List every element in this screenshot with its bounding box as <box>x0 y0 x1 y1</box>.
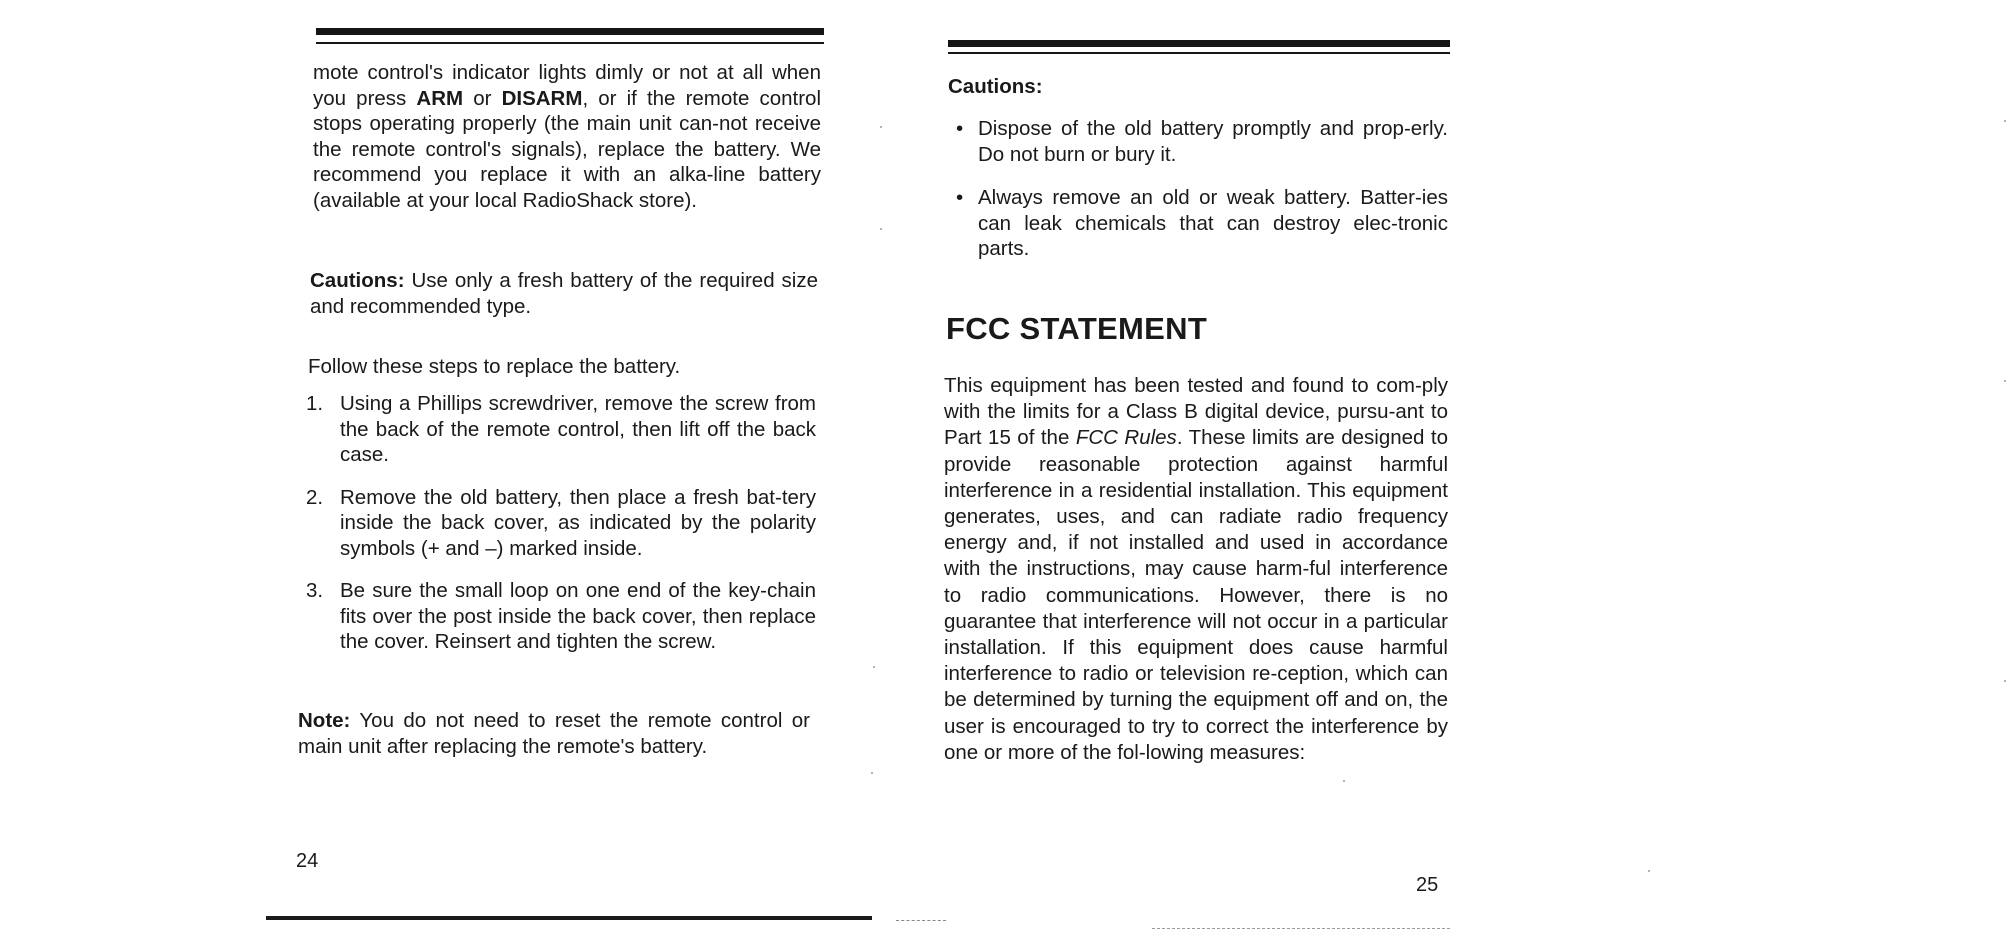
step-number: 1. <box>306 392 324 415</box>
bullet-text: Dispose of the old battery promptly and prop-erly. Do not burn or bury it. <box>978 117 1448 166</box>
step-item <box>304 578 816 655</box>
bullet-item <box>948 116 1448 167</box>
step-text: Using a Phillips screwdriver, remove the screw from the back of the remote control, then lift off the back case. <box>340 392 816 466</box>
page-number-left: 24 <box>296 850 319 872</box>
scan-speck <box>1648 870 1650 872</box>
scan-speck <box>1343 780 1345 782</box>
scan-speck <box>2004 380 2006 382</box>
bottom-rule <box>266 916 872 920</box>
top-rule-thin <box>948 52 1450 54</box>
bottom-rule-faint <box>1152 928 1450 929</box>
cautions-heading: Cautions: <box>948 75 1043 98</box>
scan-speck <box>871 772 873 774</box>
fcc-rules-italic: FCC Rules <box>1075 426 1177 450</box>
cautions-text: Use only a fresh battery of the required size and recommended type. <box>310 269 818 318</box>
step-number: 3. <box>306 579 324 602</box>
steps-intro: Follow these steps to replace the battery. <box>308 355 681 378</box>
section-title: FCC STATEMENT <box>946 311 1208 346</box>
page-number-right: 25 <box>1416 874 1439 896</box>
arm-keyword: ARM <box>416 86 464 110</box>
fcc-paragraph: This equipment has been tested and found to com-ply with the limits for a Class B digital device, pursu-ant to Part 15 of the FCC Rules. These limits are designed to provide reasonable protection against harmful interference in a residential installation. This equipment generates, uses, and can radiate radio frequency energy and, if not installed and used in accordance with the instructions, may cause harm-ful interference to radio communications. However, there is no guarantee that interference will not occur in a particular installation. If this equipment does cause harmful interference to radio or television re-ception, which can be determined by turning the equipment off and on, the user is encouraged to try to correct the interference by one or more of the fol-lowing measures: <box>944 374 1448 764</box>
bullet-icon: • <box>956 117 964 140</box>
bottom-rule-faint <box>896 920 946 921</box>
top-rule-thin <box>316 42 824 44</box>
bullet-icon: • <box>956 186 964 209</box>
top-rule-thick <box>316 28 824 35</box>
step-text: Remove the old battery, then place a fresh bat-tery inside the back cover, as indicated by the polarity symbols (+ and –) marked inside. <box>340 485 816 560</box>
cautions-label: Cautions: <box>310 269 405 292</box>
scan-speck <box>880 228 882 230</box>
note-text: You do not need to reset the remote control or main unit after replacing the remote's battery. <box>298 709 810 758</box>
bullet-text: Always remove an old or weak battery. Batter-ies can leak chemicals that can destroy elec-tronic parts. <box>978 186 1448 260</box>
scan-speck <box>880 126 882 128</box>
note-label: Note: <box>298 709 351 732</box>
right-page <box>940 0 1460 942</box>
cautions-paragraph <box>310 268 818 319</box>
cautions-bullets <box>948 116 1448 280</box>
disarm-keyword: DISARM <box>501 86 583 110</box>
step-text: Be sure the small loop on one end of the key-chain fits over the post inside the back cover, then replace the cover. Reinsert and tighten the screw. <box>340 579 816 653</box>
note-paragraph <box>298 708 810 759</box>
scan-speck <box>873 666 875 668</box>
bullet-item <box>948 185 1448 262</box>
left-page <box>290 0 830 942</box>
scan-speck <box>2004 120 2006 122</box>
step-item <box>304 391 816 468</box>
steps-list <box>304 391 816 672</box>
step-number: 2. <box>306 485 324 509</box>
scan-speck <box>2004 680 2006 682</box>
step-item <box>304 485 816 562</box>
top-rule-thick <box>948 40 1450 47</box>
intro-paragraph: mote control's indicator lights dimly or not at all when you press ARM or DISARM, or if the remote control stops operating properly (the main unit can-not receive the remote control's signals), replace the battery. We recommend you replace it with an alka-line battery (available at your local RadioShack store). <box>313 61 822 212</box>
